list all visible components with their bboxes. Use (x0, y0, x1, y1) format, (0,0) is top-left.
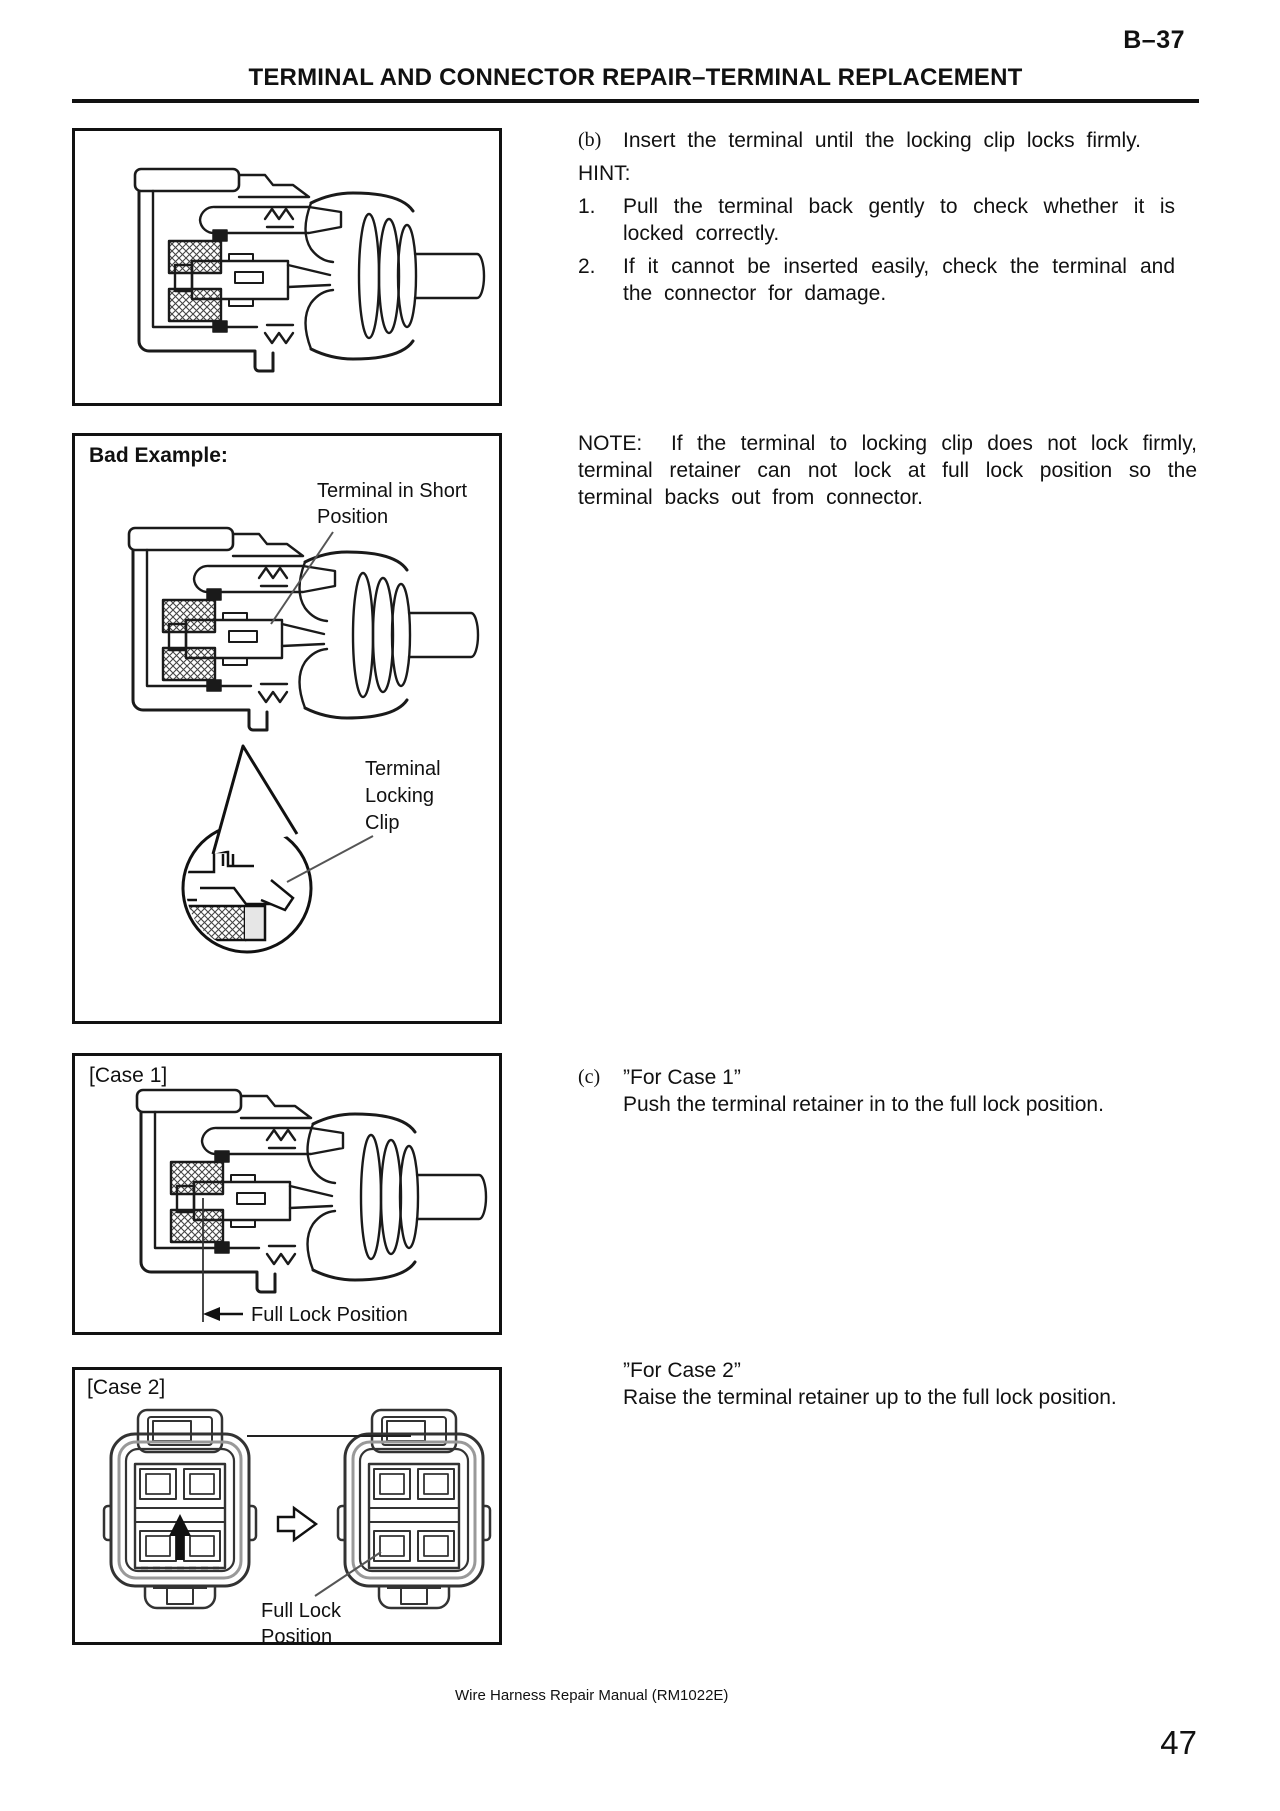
hint-1-number: 1. (578, 195, 596, 218)
hint-1-text: Pull the terminal back gently to check whether it is locked correctly. (623, 195, 1175, 245)
step-c-marker: (c) (578, 1066, 601, 1088)
right-arrow-icon (278, 1508, 316, 1540)
step-b-text: Insert the terminal until the locking clip locks firmly. (623, 129, 1141, 152)
footer-manual-reference: Wire Harness Repair Manual (RM1022E) (455, 1687, 729, 1704)
figure-connector-cross-section (72, 128, 502, 406)
page-reference: B–37 (1123, 26, 1185, 54)
full-lock-position-label-case1: Full Lock Position (251, 1304, 408, 1326)
magnifier-detail (183, 746, 373, 952)
hint-2-text: If it cannot be inserted easily, check the terminal and the connector for damage. (623, 255, 1175, 305)
figure-bad-example (72, 433, 502, 1024)
bad-example-heading: Bad Example: (89, 444, 228, 467)
leader-line-full-lock (315, 1552, 381, 1596)
step-c-case1-quote: ”For Case 1” (623, 1066, 741, 1089)
up-arrow-icon (169, 1514, 191, 1536)
case2-text: Raise the terminal retainer up to the full lock position. (623, 1386, 1117, 1409)
case2-instruction-paragraph (578, 1357, 1175, 1411)
page-number: 47 (1160, 1724, 1197, 1761)
step-c-case1-text: Push the terminal retainer in to the full lock position. (623, 1093, 1104, 1116)
note-paragraph: NOTE: If the terminal to locking clip does not lock firmly, terminal retainer can not lock at full lock position so the terminal backs out from connector. (578, 432, 1197, 509)
hint-heading: HINT: (578, 162, 631, 185)
hint-2-number: 2. (578, 255, 596, 278)
terminal-short-position-label: Terminal in Short Position (317, 480, 468, 528)
case1-drawing (75, 1056, 499, 1332)
figure-case1 (72, 1053, 502, 1335)
up-arrow-shaft (176, 1534, 184, 1560)
page-title: TERMINAL AND CONNECTOR REPAIR–TERMINAL REPLACEMENT (248, 64, 1023, 91)
case2-quote: ”For Case 2” (623, 1359, 741, 1382)
case1-heading: [Case 1] (89, 1064, 168, 1087)
hint-item-2 (578, 253, 1175, 307)
full-lock-position-label-case2: Full Lock Position (261, 1600, 342, 1648)
leader-line-short-position (271, 532, 333, 624)
step-c-paragraph (578, 1064, 1175, 1118)
left-arrow-icon (203, 1307, 220, 1321)
step-b-paragraph (578, 127, 1175, 154)
terminal-locking-clip-label: Terminal Locking Clip (365, 758, 441, 834)
figure-case2 (72, 1367, 502, 1648)
leader-line-clip (287, 836, 373, 882)
case2-heading: [Case 2] (87, 1376, 166, 1399)
header-rule (72, 99, 1199, 103)
connector-cross-section-drawing (75, 131, 499, 403)
step-b-marker: (b) (578, 129, 602, 151)
hint-item-1 (578, 193, 1175, 247)
